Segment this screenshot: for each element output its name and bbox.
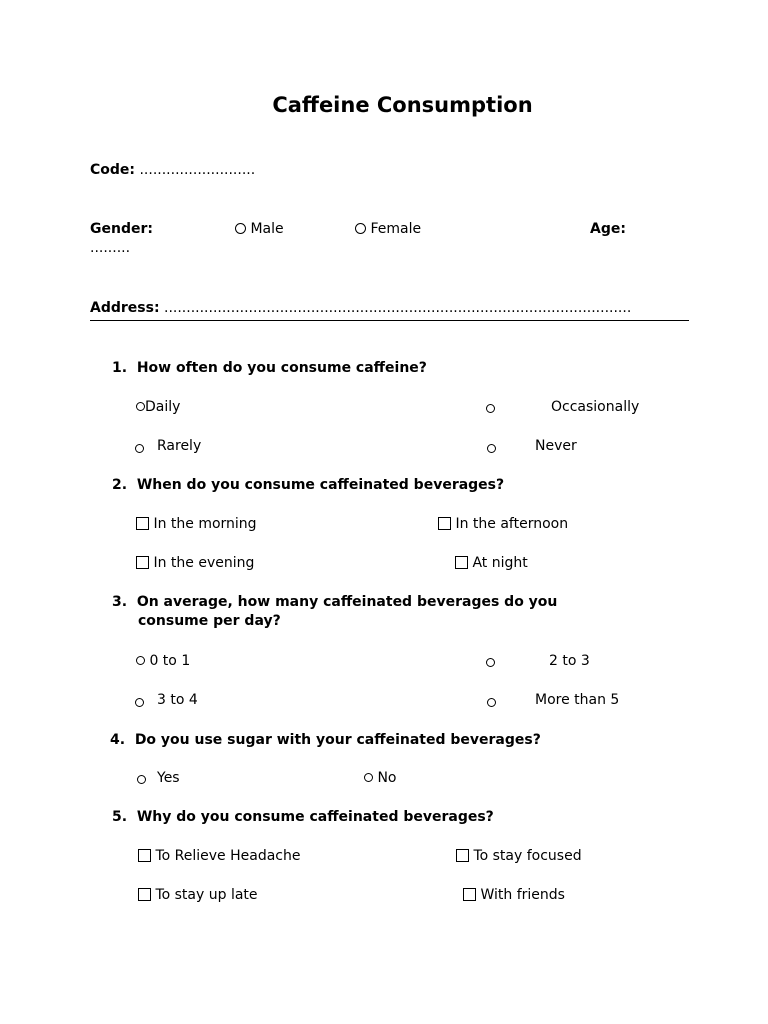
q4-label-yes: Yes xyxy=(157,770,180,786)
q2-option-evening[interactable] xyxy=(136,555,254,571)
code-dots: .......................... xyxy=(139,162,256,178)
q5-option-stay-up-late[interactable] xyxy=(138,887,258,903)
checkbox-icon[interactable] xyxy=(138,888,151,901)
radio-icon[interactable] xyxy=(487,698,496,707)
q4-option-no[interactable] xyxy=(364,770,397,786)
option-label: To stay up late xyxy=(155,887,258,903)
q3-label-more-than-5: More than 5 xyxy=(535,692,620,708)
option-label: No xyxy=(377,770,397,786)
q3-radio-more-than-5[interactable] xyxy=(487,695,496,711)
question-text: How often do you consume caffeine? xyxy=(136,360,427,376)
question-number: 2. xyxy=(112,477,128,493)
q5-option-with-friends[interactable] xyxy=(463,887,565,903)
radio-icon[interactable] xyxy=(487,444,496,453)
option-label: In the morning xyxy=(153,516,257,532)
option-label: In the afternoon xyxy=(455,516,569,532)
q1-label-rarely: Rarely xyxy=(157,438,202,454)
radio-icon[interactable] xyxy=(135,444,144,453)
question-number: 1. xyxy=(112,360,128,376)
checkbox-icon[interactable] xyxy=(136,556,149,569)
option-label: To stay focused xyxy=(473,848,582,864)
question-number: 5. xyxy=(112,809,128,825)
q3-label-3-4: 3 to 4 xyxy=(157,692,198,708)
radio-icon[interactable] xyxy=(486,658,495,667)
radio-icon[interactable] xyxy=(235,223,246,234)
question-3-continued: consume per day? xyxy=(138,613,281,629)
radio-icon[interactable] xyxy=(137,775,146,784)
q2-option-morning[interactable] xyxy=(136,516,257,532)
option-label: Daily xyxy=(145,399,181,415)
age-dots[interactable]: ......... xyxy=(90,240,131,256)
option-label: With friends xyxy=(480,887,565,903)
age-label: Age: xyxy=(590,221,626,237)
q4-radio-yes[interactable] xyxy=(137,772,146,788)
question-4 xyxy=(110,732,541,748)
option-label: In the evening xyxy=(153,555,255,571)
option-label: 0 to 1 xyxy=(149,653,191,669)
question-text: Do you use sugar with your caffeinated beverages? xyxy=(134,732,541,748)
address-label: Address: xyxy=(90,300,160,316)
gender-label: Gender: xyxy=(90,221,153,237)
question-number: 4. xyxy=(110,732,126,748)
radio-icon[interactable] xyxy=(136,656,145,665)
radio-icon[interactable] xyxy=(486,404,495,413)
gender-option-label: Male xyxy=(250,221,284,237)
q1-label-never: Never xyxy=(535,438,577,454)
code-label: Code: xyxy=(90,162,136,178)
question-text: When do you consume caffeinated beverages? xyxy=(136,477,505,493)
checkbox-icon[interactable] xyxy=(438,517,451,530)
q3-label-2-3: 2 to 3 xyxy=(549,653,590,669)
checkbox-icon[interactable] xyxy=(456,849,469,862)
checkbox-icon[interactable] xyxy=(136,517,149,530)
q2-option-night[interactable] xyxy=(455,555,528,571)
q1-label-occasionally: Occasionally xyxy=(551,399,640,415)
q5-option-focused[interactable] xyxy=(456,848,582,864)
question-5 xyxy=(112,809,494,825)
question-text: On average, how many caffeinated beverages do you xyxy=(136,594,558,610)
gender-option-label: Female xyxy=(370,221,422,237)
radio-icon[interactable] xyxy=(364,773,373,782)
gender-option-female[interactable] xyxy=(355,221,421,237)
q3-radio-2-3[interactable] xyxy=(486,655,495,671)
q1-radio-never[interactable] xyxy=(487,441,496,457)
q3-option-0-1[interactable] xyxy=(136,653,190,669)
radio-icon[interactable] xyxy=(136,402,145,411)
option-label: At night xyxy=(472,555,528,571)
checkbox-icon[interactable] xyxy=(138,849,151,862)
question-number: 3. xyxy=(112,594,128,610)
option-label: To Relieve Headache xyxy=(155,848,301,864)
page-title: Caffeine Consumption xyxy=(272,93,533,117)
code-field[interactable] xyxy=(90,162,255,178)
radio-icon[interactable] xyxy=(135,698,144,707)
q1-option-daily[interactable] xyxy=(136,399,180,415)
radio-icon[interactable] xyxy=(355,223,366,234)
checkbox-icon[interactable] xyxy=(463,888,476,901)
question-1 xyxy=(112,360,427,376)
gender-option-male[interactable] xyxy=(235,221,284,237)
question-2 xyxy=(112,477,504,493)
q3-radio-3-4[interactable] xyxy=(135,695,144,711)
checkbox-icon[interactable] xyxy=(455,556,468,569)
address-underline xyxy=(90,320,689,321)
question-text: Why do you consume caffeinated beverages? xyxy=(136,809,494,825)
q1-radio-rarely[interactable] xyxy=(135,441,144,457)
question-3 xyxy=(112,594,557,610)
q2-option-afternoon[interactable] xyxy=(438,516,568,532)
q1-radio-occasionally[interactable] xyxy=(486,401,495,417)
q5-option-headache[interactable] xyxy=(138,848,300,864)
address-field[interactable] xyxy=(90,300,631,316)
address-dots: ......................................................................................................... xyxy=(164,300,632,316)
